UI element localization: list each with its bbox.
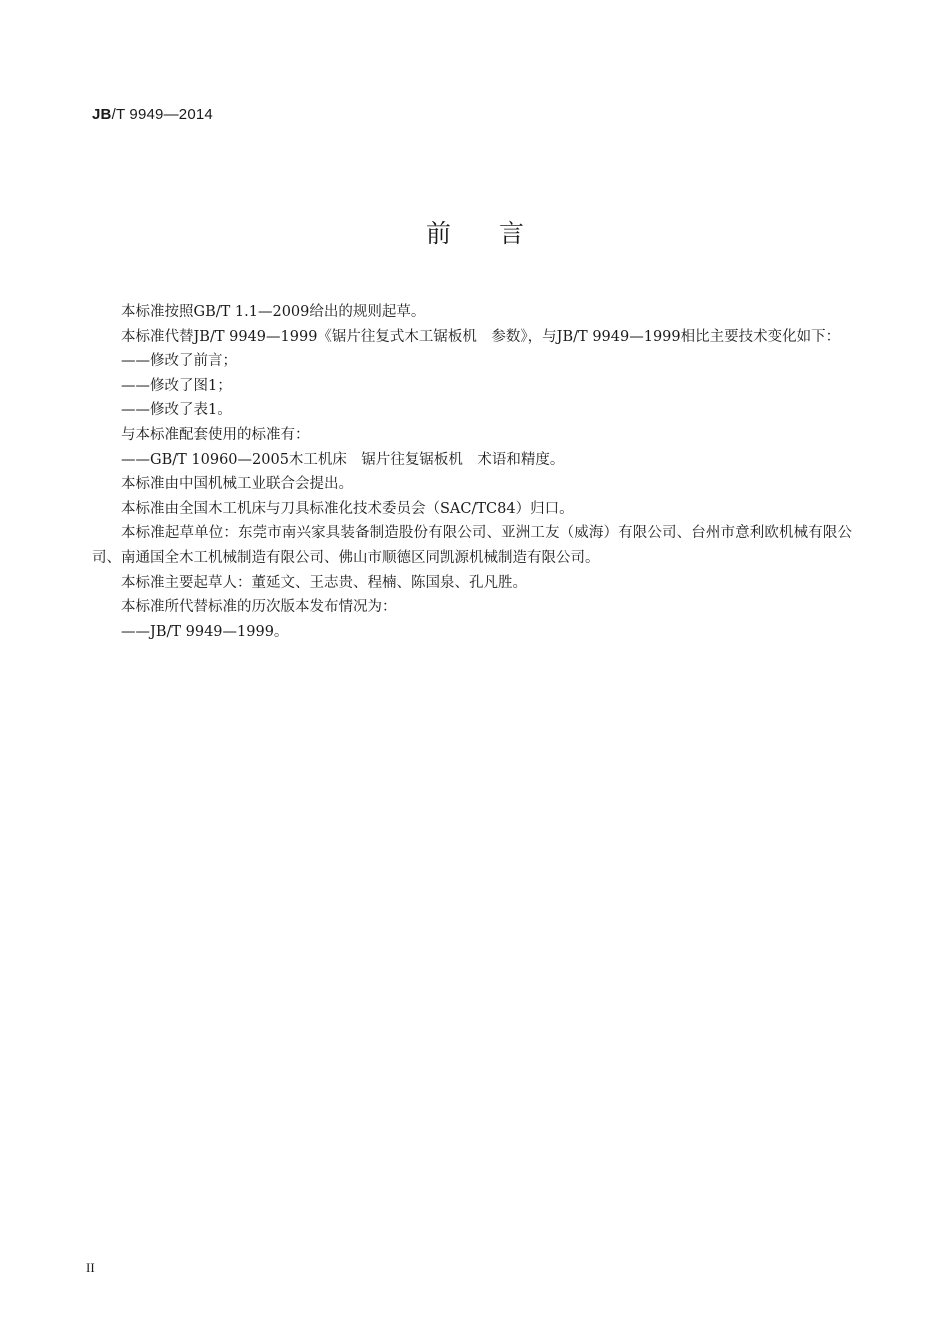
list-item: ——修改了前言； <box>121 353 237 370</box>
list-item: ——修改了表1。 <box>121 402 232 419</box>
standard-code-rest: /T 9949—2014 <box>111 106 213 123</box>
paragraph: 与本标准配套使用的标准有： <box>121 426 310 443</box>
paragraph: 本标准由中国机械工业联合会提出。 <box>121 476 353 493</box>
paragraph: 本标准按照GB/T 1.1—2009给出的规则起草。 <box>121 304 426 320</box>
paragraph: 本标准代替JB/T 9949—1999《锯片往复式木工锯板机 参数》，与JB/T 9949—1999相比主要技术变化如下： <box>121 328 841 345</box>
paragraph: 本标准起草单位：东莞市南兴家具装备制造股份有限公司、亚洲工友（威海）有限公司、台州市意利欧机械有限公司、南通国全木工机械制造有限公司、佛山市顺德区同凯源机械制造有限公司。 <box>92 525 852 566</box>
standard-code-header <box>92 106 213 123</box>
foreword-body <box>92 300 852 644</box>
paragraph: 本标准所代替标准的历次版本发布情况为： <box>121 599 397 616</box>
paragraph: 本标准由全国木工机床与刀具标准化技术委员会（SAC/TC84）归口。 <box>121 500 574 517</box>
list-item: ——GB/T 10960—2005木工机床 锯片往复锯板机 术语和精度。 <box>121 451 565 468</box>
list-item: ——修改了图1； <box>121 377 232 394</box>
page-number: II <box>86 1260 95 1275</box>
standard-code-prefix: JB <box>92 106 112 123</box>
paragraph: 本标准主要起草人：董延文、王志贵、程楠、陈国泉、孔凡胜。 <box>121 574 527 591</box>
list-item: ——JB/T 9949—1999。 <box>121 623 289 640</box>
section-title: 前言 <box>425 219 572 248</box>
